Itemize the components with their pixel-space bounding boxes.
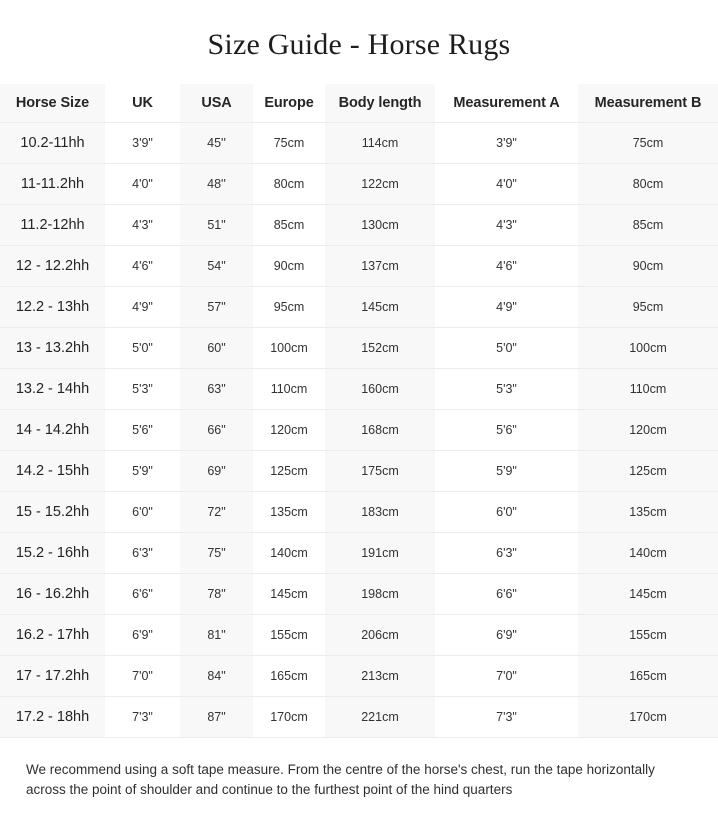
column-header-1: UK	[105, 84, 180, 123]
table-cell: 4'0"	[105, 163, 180, 204]
table-cell: 51"	[180, 204, 253, 245]
table-cell: 84"	[180, 655, 253, 696]
table-cell: 6'0"	[435, 491, 578, 532]
row-label-cell: 11.2-12hh	[0, 204, 105, 245]
table-row	[0, 573, 718, 614]
table-cell: 120cm	[253, 409, 325, 450]
column-header-5: Measurement A	[435, 84, 578, 123]
column-header-6: Measurement B	[578, 84, 718, 123]
row-label-cell: 17 - 17.2hh	[0, 655, 105, 696]
table-body	[0, 122, 718, 737]
table-cell: 6'6"	[435, 573, 578, 614]
table-row	[0, 696, 718, 737]
table-cell: 122cm	[325, 163, 435, 204]
table-row	[0, 450, 718, 491]
table-cell: 5'3"	[105, 368, 180, 409]
table-cell: 221cm	[325, 696, 435, 737]
table-cell: 100cm	[578, 327, 718, 368]
table-cell: 5'9"	[435, 450, 578, 491]
table-cell: 3'9"	[105, 122, 180, 163]
table-cell: 5'6"	[435, 409, 578, 450]
table-cell: 114cm	[325, 122, 435, 163]
column-header-4: Body length	[325, 84, 435, 123]
table-cell: 7'0"	[105, 655, 180, 696]
page-title: Size Guide - Horse Rugs	[207, 28, 511, 61]
table-cell: 3'9"	[435, 122, 578, 163]
row-label-cell: 14.2 - 15hh	[0, 450, 105, 491]
table-cell: 54"	[180, 245, 253, 286]
table-cell: 6'9"	[105, 614, 180, 655]
table-cell: 145cm	[578, 573, 718, 614]
table-cell: 78"	[180, 573, 253, 614]
row-label-cell: 16.2 - 17hh	[0, 614, 105, 655]
table-cell: 4'9"	[435, 286, 578, 327]
table-cell: 135cm	[253, 491, 325, 532]
table-cell: 80cm	[578, 163, 718, 204]
table-row	[0, 204, 718, 245]
table-row	[0, 409, 718, 450]
table-row	[0, 163, 718, 204]
table-cell: 152cm	[325, 327, 435, 368]
table-cell: 120cm	[578, 409, 718, 450]
table-cell: 7'3"	[435, 696, 578, 737]
row-label-cell: 15.2 - 16hh	[0, 532, 105, 573]
table-cell: 7'0"	[435, 655, 578, 696]
table-cell: 69"	[180, 450, 253, 491]
table-cell: 4'3"	[105, 204, 180, 245]
table-cell: 135cm	[578, 491, 718, 532]
row-label-cell: 16 - 16.2hh	[0, 573, 105, 614]
table-row	[0, 327, 718, 368]
row-label-cell: 12 - 12.2hh	[0, 245, 105, 286]
table-row	[0, 491, 718, 532]
column-header-0: Horse Size	[0, 84, 105, 123]
table-cell: 95cm	[578, 286, 718, 327]
table-cell: 85cm	[578, 204, 718, 245]
table-cell: 198cm	[325, 573, 435, 614]
table-cell: 4'9"	[105, 286, 180, 327]
table-cell: 4'6"	[435, 245, 578, 286]
table-cell: 81"	[180, 614, 253, 655]
table-cell: 60"	[180, 327, 253, 368]
table-cell: 75cm	[253, 122, 325, 163]
row-label-cell: 14 - 14.2hh	[0, 409, 105, 450]
table-cell: 110cm	[578, 368, 718, 409]
table-cell: 63"	[180, 368, 253, 409]
table-cell: 125cm	[578, 450, 718, 491]
measuring-instructions-note: We recommend using a soft tape measure. From the centre of the horse's chest, run the tape horizontally across the point of shoulder and continue to the furthest point of the hind quarters	[26, 761, 655, 797]
table-row	[0, 655, 718, 696]
table-cell: 90cm	[578, 245, 718, 286]
table-cell: 100cm	[253, 327, 325, 368]
table-cell: 90cm	[253, 245, 325, 286]
table-cell: 75cm	[578, 122, 718, 163]
table-cell: 57"	[180, 286, 253, 327]
table-cell: 6'3"	[435, 532, 578, 573]
table-cell: 6'9"	[435, 614, 578, 655]
table-cell: 87"	[180, 696, 253, 737]
table-cell: 85cm	[253, 204, 325, 245]
table-cell: 165cm	[578, 655, 718, 696]
table-row	[0, 532, 718, 573]
table-cell: 206cm	[325, 614, 435, 655]
table-cell: 137cm	[325, 245, 435, 286]
table-cell: 6'3"	[105, 532, 180, 573]
table-cell: 165cm	[253, 655, 325, 696]
table-cell: 5'9"	[105, 450, 180, 491]
table-cell: 140cm	[253, 532, 325, 573]
table-cell: 110cm	[253, 368, 325, 409]
row-label-cell: 10.2-11hh	[0, 122, 105, 163]
table-cell: 6'0"	[105, 491, 180, 532]
table-cell: 6'6"	[105, 573, 180, 614]
table-cell: 145cm	[325, 286, 435, 327]
table-cell: 145cm	[253, 573, 325, 614]
table-cell: 191cm	[325, 532, 435, 573]
table-cell: 160cm	[325, 368, 435, 409]
column-header-3: Europe	[253, 84, 325, 123]
table-row	[0, 245, 718, 286]
table-cell: 130cm	[325, 204, 435, 245]
table-cell: 170cm	[253, 696, 325, 737]
table-header-row	[0, 84, 718, 123]
table-cell: 168cm	[325, 409, 435, 450]
table-cell: 213cm	[325, 655, 435, 696]
table-cell: 170cm	[578, 696, 718, 737]
table-cell: 5'3"	[435, 368, 578, 409]
row-label-cell: 13.2 - 14hh	[0, 368, 105, 409]
table-cell: 66"	[180, 409, 253, 450]
row-label-cell: 15 - 15.2hh	[0, 491, 105, 532]
table-cell: 48''	[180, 163, 253, 204]
table-row	[0, 614, 718, 655]
row-label-cell: 12.2 - 13hh	[0, 286, 105, 327]
table-cell: 72"	[180, 491, 253, 532]
table-cell: 5'0"	[435, 327, 578, 368]
table-cell: 5'6"	[105, 409, 180, 450]
table-cell: 5'0"	[105, 327, 180, 368]
table-cell: 95cm	[253, 286, 325, 327]
size-guide-table	[0, 84, 718, 738]
table-cell: 4'6"	[105, 245, 180, 286]
table-cell: 175cm	[325, 450, 435, 491]
row-label-cell: 17.2 - 18hh	[0, 696, 105, 737]
table-cell: 80cm	[253, 163, 325, 204]
table-row	[0, 286, 718, 327]
table-cell: 155cm	[578, 614, 718, 655]
column-header-2: USA	[180, 84, 253, 123]
table-cell: 75"	[180, 532, 253, 573]
size-table-container	[0, 84, 718, 738]
table-cell: 45''	[180, 122, 253, 163]
table-row	[0, 122, 718, 163]
table-cell: 155cm	[253, 614, 325, 655]
table-cell: 7'3"	[105, 696, 180, 737]
table-cell: 183cm	[325, 491, 435, 532]
table-cell: 4'0"	[435, 163, 578, 204]
row-label-cell: 11-11.2hh	[0, 163, 105, 204]
row-label-cell: 13 - 13.2hh	[0, 327, 105, 368]
table-cell: 125cm	[253, 450, 325, 491]
table-cell: 4'3"	[435, 204, 578, 245]
table-row	[0, 368, 718, 409]
table-header	[0, 84, 718, 123]
table-cell: 140cm	[578, 532, 718, 573]
